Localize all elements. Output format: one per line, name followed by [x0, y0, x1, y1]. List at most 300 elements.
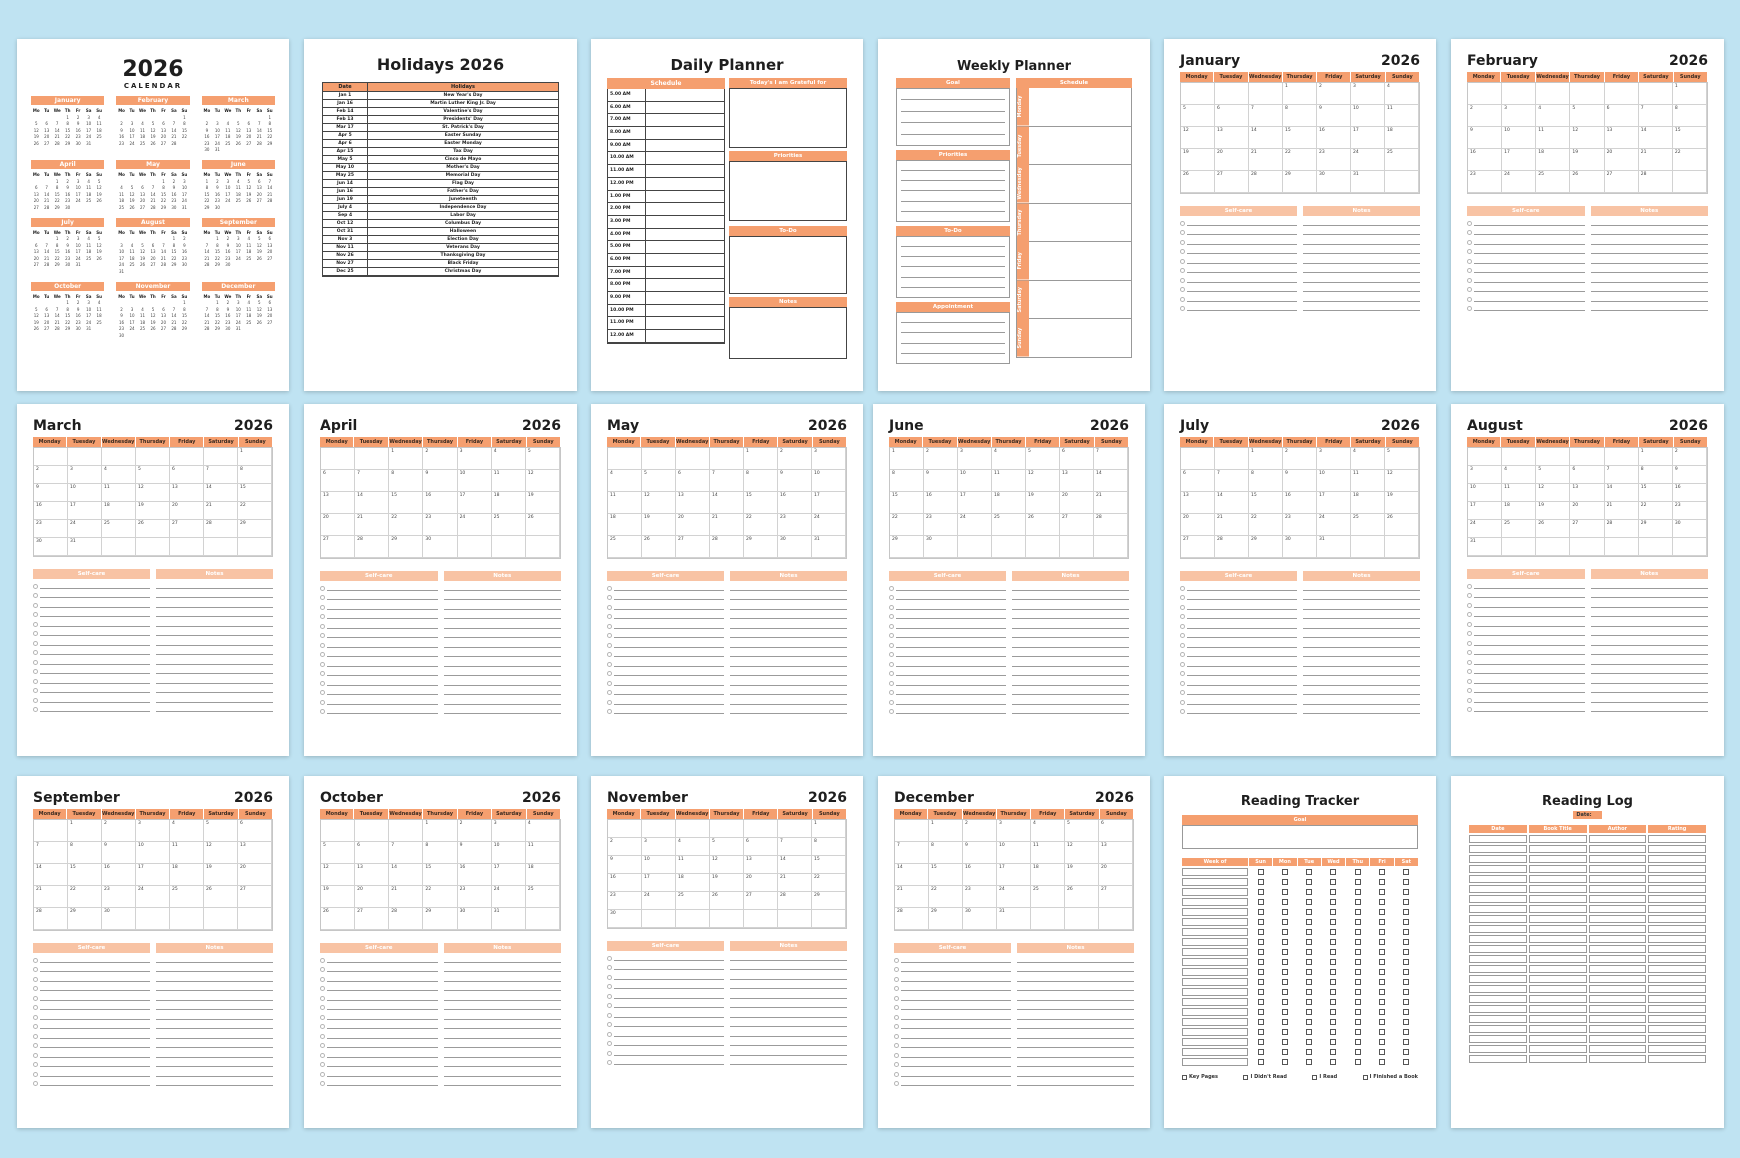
notes-line[interactable] [1017, 963, 1134, 973]
rl-cell[interactable] [1529, 1015, 1587, 1023]
checkbox-circle[interactable] [889, 586, 894, 591]
rt-checkbox[interactable] [1355, 919, 1361, 925]
notes-line[interactable] [444, 1039, 562, 1049]
day-cell[interactable]: 22 [1283, 149, 1317, 171]
day-cell[interactable]: 20 [1215, 149, 1249, 171]
day-cell[interactable]: 16 [1317, 127, 1351, 149]
day-cell[interactable]: 15 [744, 492, 778, 514]
checkbox-circle[interactable] [889, 643, 894, 648]
selfcare-item[interactable] [894, 953, 1011, 963]
day-cell[interactable]: 6 [1605, 105, 1639, 127]
checkbox-circle[interactable] [320, 595, 325, 600]
rt-checkbox[interactable] [1355, 979, 1361, 985]
notes-line[interactable] [1017, 1058, 1134, 1068]
day-cell[interactable]: 21 [895, 886, 929, 908]
day-cell[interactable]: 28 [204, 520, 238, 538]
notes-line[interactable] [1303, 667, 1420, 677]
selfcare-item[interactable] [889, 686, 1006, 696]
rt-week-input[interactable] [1182, 898, 1248, 907]
selfcare-item[interactable] [1467, 245, 1585, 255]
day-cell[interactable]: 12 [1181, 127, 1215, 149]
selfcare-item[interactable] [894, 1067, 1011, 1077]
selfcare-item[interactable] [1180, 667, 1297, 677]
day-cell[interactable]: 14 [1639, 127, 1673, 149]
day-cell[interactable]: 27 [170, 520, 204, 538]
weekly-priorities-lines[interactable] [896, 160, 1010, 222]
day-cell[interactable]: 17 [1502, 149, 1536, 171]
day-cell[interactable] [676, 820, 710, 838]
notes-line[interactable] [1303, 610, 1420, 620]
day-cell[interactable]: 27 [238, 886, 272, 908]
rt-checkbox[interactable] [1379, 989, 1385, 995]
rt-checkbox[interactable] [1282, 1049, 1288, 1055]
day-cell[interactable]: 12 [526, 470, 560, 492]
day-cell[interactable] [238, 538, 272, 556]
selfcare-item[interactable] [889, 667, 1006, 677]
rl-cell[interactable] [1589, 875, 1647, 883]
day-cell[interactable]: 3 [1468, 466, 1502, 484]
selfcare-item[interactable] [607, 581, 724, 591]
day-cell[interactable]: 1 [1639, 448, 1673, 466]
notes-line[interactable] [444, 686, 562, 696]
day-cell[interactable]: 6 [238, 820, 272, 842]
day-cell[interactable]: 4 [1536, 105, 1570, 127]
rt-checkbox[interactable] [1306, 899, 1312, 905]
selfcare-item[interactable] [607, 619, 724, 629]
checkbox-circle[interactable] [320, 1062, 325, 1067]
selfcare-item[interactable] [607, 667, 724, 677]
checkbox-circle[interactable] [607, 975, 612, 980]
notes-line[interactable] [1012, 629, 1129, 639]
day-cell[interactable]: 28 [34, 908, 68, 930]
rt-checkbox[interactable] [1355, 999, 1361, 1005]
checkbox-circle[interactable] [1180, 268, 1185, 273]
day-cell[interactable]: 4 [1351, 448, 1385, 470]
day-cell[interactable]: 14 [355, 492, 389, 514]
checkbox-circle[interactable] [320, 614, 325, 619]
day-cell[interactable]: 9 [924, 470, 958, 492]
selfcare-item[interactable] [1467, 579, 1585, 589]
checkbox-circle[interactable] [1180, 230, 1185, 235]
day-cell[interactable]: 6 [676, 470, 710, 492]
schedule-slot[interactable] [608, 102, 724, 115]
notes-line[interactable] [1012, 676, 1129, 686]
day-cell[interactable]: 30 [102, 908, 136, 930]
selfcare-item[interactable] [607, 970, 724, 980]
slot-entry[interactable] [646, 254, 724, 266]
rt-checkbox[interactable] [1330, 1019, 1336, 1025]
day-cell[interactable] [204, 908, 238, 930]
selfcare-item[interactable] [1467, 674, 1585, 684]
day-cell[interactable]: 1 [1673, 83, 1707, 105]
day-cell[interactable]: 28 [710, 536, 744, 558]
rl-cell[interactable] [1648, 925, 1706, 933]
day-cell[interactable]: 23 [458, 886, 492, 908]
notes-line[interactable] [156, 627, 273, 637]
notes-line[interactable] [730, 648, 847, 658]
rt-checkbox[interactable] [1282, 1009, 1288, 1015]
rt-checkbox[interactable] [1258, 1049, 1264, 1055]
day-cell[interactable]: 8 [423, 842, 457, 864]
notes-line[interactable] [1591, 665, 1709, 675]
day-cell[interactable]: 18 [1536, 149, 1570, 171]
day-cell[interactable]: 31 [997, 908, 1031, 930]
notes-line[interactable] [730, 999, 847, 1009]
rt-checkbox[interactable] [1258, 889, 1264, 895]
day-cell[interactable]: 17 [1351, 127, 1385, 149]
selfcare-item[interactable] [607, 591, 724, 601]
checkbox-circle[interactable] [320, 700, 325, 705]
selfcare-item[interactable] [1180, 705, 1297, 715]
rt-checkbox[interactable] [1403, 959, 1409, 965]
selfcare-item[interactable] [320, 991, 438, 1001]
notes-line[interactable] [1591, 226, 1709, 236]
checkbox-circle[interactable] [320, 662, 325, 667]
selfcare-item[interactable] [320, 600, 438, 610]
day-cell[interactable]: 11 [1385, 105, 1419, 127]
checkbox-circle[interactable] [1467, 688, 1472, 693]
notes-line[interactable] [1017, 1010, 1134, 1020]
day-cell[interactable]: 10 [812, 470, 846, 492]
rt-checkbox[interactable] [1258, 999, 1264, 1005]
day-cell[interactable]: 28 [778, 892, 812, 910]
day-cell[interactable]: 29 [423, 908, 457, 930]
day-cell[interactable] [492, 536, 526, 558]
checkbox-circle[interactable] [33, 1062, 38, 1067]
schedule-slot[interactable] [608, 140, 724, 153]
checkbox-circle[interactable] [320, 1053, 325, 1058]
checkbox-circle[interactable] [1467, 603, 1472, 608]
rt-checkbox[interactable] [1355, 1039, 1361, 1045]
rl-cell[interactable] [1589, 1025, 1647, 1033]
rt-checkbox[interactable] [1379, 899, 1385, 905]
rt-checkbox[interactable] [1379, 889, 1385, 895]
selfcare-item[interactable] [1467, 598, 1585, 608]
day-cell[interactable]: 24 [642, 892, 676, 910]
rl-cell[interactable] [1589, 885, 1647, 893]
day-cell[interactable]: 16 [423, 492, 457, 514]
day-cell[interactable]: 14 [1215, 492, 1249, 514]
rt-checkbox[interactable] [1258, 979, 1264, 985]
weekly-day-entry[interactable] [1029, 204, 1131, 242]
day-cell[interactable]: 12 [136, 484, 170, 502]
rt-checkbox[interactable] [1330, 1049, 1336, 1055]
checkbox-circle[interactable] [320, 1072, 325, 1077]
checkbox-circle[interactable] [33, 698, 38, 703]
day-cell[interactable]: 1 [389, 448, 423, 470]
notes-line[interactable] [156, 991, 273, 1001]
day-cell[interactable] [642, 448, 676, 470]
day-cell[interactable]: 30 [458, 908, 492, 930]
day-cell[interactable]: 7 [1249, 105, 1283, 127]
day-cell[interactable]: 2 [423, 448, 457, 470]
checkbox-circle[interactable] [607, 643, 612, 648]
notes-line[interactable] [1303, 292, 1420, 302]
rl-cell[interactable] [1589, 985, 1647, 993]
day-cell[interactable]: 14 [710, 492, 744, 514]
day-cell[interactable] [526, 908, 560, 930]
day-cell[interactable]: 13 [1605, 127, 1639, 149]
selfcare-item[interactable] [320, 1077, 438, 1087]
day-cell[interactable]: 18 [608, 514, 642, 536]
day-cell[interactable]: 30 [963, 908, 997, 930]
rt-checkbox[interactable] [1258, 1029, 1264, 1035]
notes-line[interactable] [1017, 1029, 1134, 1039]
rl-cell[interactable] [1469, 925, 1527, 933]
day-cell[interactable]: 23 [924, 514, 958, 536]
notes-line[interactable] [444, 1001, 562, 1011]
rl-cell[interactable] [1469, 965, 1527, 973]
selfcare-item[interactable] [889, 676, 1006, 686]
selfcare-item[interactable] [320, 982, 438, 992]
day-cell[interactable]: 19 [710, 874, 744, 892]
day-cell[interactable]: 7 [1215, 470, 1249, 492]
day-cell[interactable] [1385, 536, 1419, 558]
checkbox-circle[interactable] [320, 996, 325, 1001]
checkbox-circle[interactable] [889, 605, 894, 610]
day-cell[interactable]: 17 [997, 864, 1031, 886]
selfcare-item[interactable] [33, 1039, 150, 1049]
checkbox-circle[interactable] [33, 1005, 38, 1010]
day-cell[interactable]: 19 [1385, 492, 1419, 514]
rt-checkbox[interactable] [1403, 949, 1409, 955]
day-cell[interactable]: 11 [526, 842, 560, 864]
rl-cell[interactable] [1529, 925, 1587, 933]
notes-line[interactable] [1012, 581, 1129, 591]
rt-week-input[interactable] [1182, 1018, 1248, 1027]
rt-checkbox[interactable] [1330, 1059, 1336, 1065]
day-cell[interactable]: 9 [423, 470, 457, 492]
schedule-slot[interactable] [608, 229, 724, 242]
day-cell[interactable]: 1 [68, 820, 102, 842]
day-cell[interactable] [1570, 448, 1604, 466]
notes-line[interactable] [156, 1039, 273, 1049]
checkbox-circle[interactable] [320, 681, 325, 686]
notes-line[interactable] [730, 1056, 847, 1066]
day-cell[interactable]: 6 [1215, 105, 1249, 127]
day-cell[interactable]: 17 [958, 492, 992, 514]
day-cell[interactable]: 25 [676, 892, 710, 910]
selfcare-item[interactable] [1467, 617, 1585, 627]
weekly-day-row[interactable] [1016, 281, 1132, 320]
selfcare-item[interactable] [320, 1048, 438, 1058]
slot-entry[interactable] [646, 203, 724, 215]
rl-cell[interactable] [1589, 1005, 1647, 1013]
checkbox-circle[interactable] [33, 584, 38, 589]
day-cell[interactable] [992, 536, 1026, 558]
selfcare-item[interactable] [1467, 226, 1585, 236]
checkbox-circle[interactable] [894, 1015, 899, 1020]
day-cell[interactable]: 6 [355, 842, 389, 864]
day-cell[interactable]: 9 [1283, 470, 1317, 492]
selfcare-item[interactable] [889, 648, 1006, 658]
day-cell[interactable]: 17 [1468, 502, 1502, 520]
day-cell[interactable] [642, 820, 676, 838]
day-cell[interactable]: 19 [1181, 149, 1215, 171]
rt-checkbox[interactable] [1379, 979, 1385, 985]
selfcare-item[interactable] [889, 600, 1006, 610]
notes-line[interactable] [1591, 245, 1709, 255]
day-cell[interactable]: 30 [1673, 520, 1707, 538]
rl-cell[interactable] [1648, 985, 1706, 993]
rt-checkbox[interactable] [1403, 899, 1409, 905]
day-cell[interactable]: 6 [1570, 466, 1604, 484]
day-cell[interactable]: 3 [642, 838, 676, 856]
day-cell[interactable]: 1 [1283, 83, 1317, 105]
day-cell[interactable]: 23 [1317, 149, 1351, 171]
checkbox-circle[interactable] [1180, 595, 1185, 600]
rt-checkbox[interactable] [1282, 1029, 1288, 1035]
rl-cell[interactable] [1469, 865, 1527, 873]
selfcare-item[interactable] [33, 703, 150, 713]
rl-cell[interactable] [1469, 885, 1527, 893]
rl-cell[interactable] [1648, 855, 1706, 863]
day-cell[interactable]: 5 [1026, 448, 1060, 470]
day-cell[interactable]: 16 [1283, 492, 1317, 514]
selfcare-item[interactable] [33, 693, 150, 703]
day-cell[interactable]: 2 [1283, 448, 1317, 470]
notes-line[interactable] [444, 1077, 562, 1087]
selfcare-item[interactable] [607, 989, 724, 999]
rt-checkbox[interactable] [1403, 909, 1409, 915]
selfcare-item[interactable] [1467, 703, 1585, 713]
weekly-appointment-lines[interactable] [896, 312, 1010, 364]
day-cell[interactable]: 20 [238, 864, 272, 886]
rt-checkbox[interactable] [1403, 889, 1409, 895]
selfcare-item[interactable] [607, 648, 724, 658]
rt-checkbox[interactable] [1282, 949, 1288, 955]
day-cell[interactable]: 3 [958, 448, 992, 470]
day-cell[interactable]: 15 [238, 484, 272, 502]
selfcare-item[interactable] [889, 638, 1006, 648]
checkbox-circle[interactable] [1467, 698, 1472, 703]
day-cell[interactable]: 13 [170, 484, 204, 502]
day-cell[interactable]: 21 [204, 502, 238, 520]
rt-checkbox[interactable] [1306, 1019, 1312, 1025]
rl-cell[interactable] [1589, 865, 1647, 873]
schedule-slot[interactable] [608, 203, 724, 216]
day-cell[interactable]: 13 [355, 864, 389, 886]
rl-cell[interactable] [1648, 835, 1706, 843]
day-cell[interactable] [1673, 171, 1707, 193]
rt-checkbox[interactable] [1282, 969, 1288, 975]
day-cell[interactable]: 1 [929, 820, 963, 842]
day-cell[interactable]: 29 [1283, 171, 1317, 193]
day-cell[interactable] [778, 910, 812, 928]
rl-cell[interactable] [1648, 955, 1706, 963]
checkbox-circle[interactable] [607, 956, 612, 961]
rt-checkbox[interactable] [1306, 979, 1312, 985]
day-cell[interactable]: 22 [812, 874, 846, 892]
day-cell[interactable]: 15 [1673, 127, 1707, 149]
slot-entry[interactable] [646, 102, 724, 114]
rt-checkbox[interactable] [1282, 1059, 1288, 1065]
rl-cell[interactable] [1648, 935, 1706, 943]
day-cell[interactable]: 29 [744, 536, 778, 558]
day-cell[interactable] [1385, 171, 1419, 193]
selfcare-item[interactable] [33, 1067, 150, 1077]
day-cell[interactable]: 11 [1031, 842, 1065, 864]
day-cell[interactable]: 5 [526, 448, 560, 470]
rt-checkbox[interactable] [1403, 929, 1409, 935]
day-cell[interactable]: 2 [924, 448, 958, 470]
selfcare-item[interactable] [320, 638, 438, 648]
day-cell[interactable]: 15 [68, 864, 102, 886]
day-cell[interactable]: 8 [744, 470, 778, 492]
rt-checkbox[interactable] [1355, 1029, 1361, 1035]
day-cell[interactable]: 16 [1468, 149, 1502, 171]
day-cell[interactable]: 1 [890, 448, 924, 470]
day-cell[interactable]: 18 [1502, 502, 1536, 520]
selfcare-item[interactable] [894, 982, 1011, 992]
day-cell[interactable]: 5 [1181, 105, 1215, 127]
selfcare-item[interactable] [1180, 638, 1297, 648]
day-cell[interactable]: 22 [929, 886, 963, 908]
weekly-todo-lines[interactable] [896, 236, 1010, 298]
selfcare-item[interactable] [889, 657, 1006, 667]
notes-line[interactable] [730, 1008, 847, 1018]
selfcare-item[interactable] [889, 629, 1006, 639]
day-cell[interactable]: 21 [778, 874, 812, 892]
rt-week-input[interactable] [1182, 908, 1248, 917]
selfcare-item[interactable] [33, 1029, 150, 1039]
day-cell[interactable]: 13 [1215, 127, 1249, 149]
rt-checkbox[interactable] [1306, 959, 1312, 965]
weekly-day-entry[interactable] [1029, 319, 1131, 357]
schedule-slot[interactable] [608, 178, 724, 191]
notes-line[interactable] [1017, 991, 1134, 1001]
selfcare-item[interactable] [320, 1020, 438, 1030]
rt-checkbox[interactable] [1403, 969, 1409, 975]
weekly-goal-lines[interactable] [896, 88, 1010, 146]
day-cell[interactable]: 11 [608, 492, 642, 514]
rt-checkbox[interactable] [1403, 869, 1409, 875]
day-cell[interactable]: 18 [492, 492, 526, 514]
rt-checkbox[interactable] [1330, 1029, 1336, 1035]
checkbox-circle[interactable] [607, 1041, 612, 1046]
notes-line[interactable] [1012, 657, 1129, 667]
day-cell[interactable]: 10 [1468, 484, 1502, 502]
rt-checkbox[interactable] [1379, 919, 1385, 925]
notes-line[interactable] [444, 619, 562, 629]
checkbox-circle[interactable] [889, 624, 894, 629]
slot-entry[interactable] [646, 292, 724, 304]
notes-line[interactable] [156, 1067, 273, 1077]
checkbox-circle[interactable] [320, 967, 325, 972]
rl-cell[interactable] [1648, 1015, 1706, 1023]
checkbox-circle[interactable] [320, 671, 325, 676]
day-cell[interactable] [676, 448, 710, 470]
day-cell[interactable]: 30 [1283, 536, 1317, 558]
day-cell[interactable]: 4 [170, 820, 204, 842]
notes-line[interactable] [1017, 1048, 1134, 1058]
rl-cell[interactable] [1589, 1055, 1647, 1063]
checkbox-circle[interactable] [894, 1081, 899, 1086]
notes-line[interactable] [156, 579, 273, 589]
rt-checkbox[interactable] [1379, 1059, 1385, 1065]
checkbox-circle[interactable] [894, 1043, 899, 1048]
day-cell[interactable]: 19 [642, 514, 676, 536]
rl-cell[interactable] [1469, 915, 1527, 923]
rl-cell[interactable] [1529, 845, 1587, 853]
day-cell[interactable]: 4 [1031, 820, 1065, 842]
rl-cell[interactable] [1529, 865, 1587, 873]
checkbox-circle[interactable] [33, 1081, 38, 1086]
checkbox-circle[interactable] [1467, 612, 1472, 617]
checkbox-circle[interactable] [607, 586, 612, 591]
day-cell[interactable]: 23 [1673, 502, 1707, 520]
day-cell[interactable]: 17 [812, 492, 846, 514]
